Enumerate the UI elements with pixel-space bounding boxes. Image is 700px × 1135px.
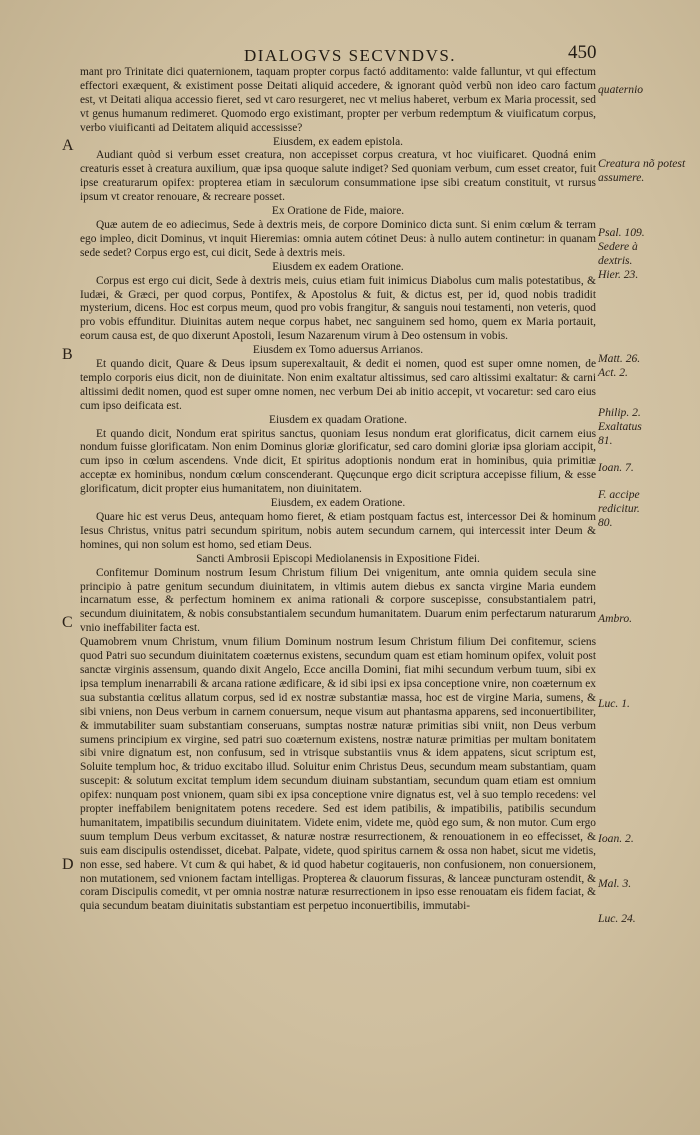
main-text: [80, 66, 596, 914]
paragraph: Corpus est ergo cui dicit, Sede à dextris meis, cuius etiam fuit inimicus Diabolus cum malis potestatibus, & Iudæi, & Græci, per quod corpus, Pontifex, & Apostolus & fuit, & dictus est, per id, quod nobis tradidit mysterium, dicens. Hoc est corpus meum, quod pro vobis frangitur, & sanguis noui testamenti, non veteris, quod pro vobis effunditur. Diuinitas autem neque corpus habet, nec sanguinem sed homo, quem ex Maria portauit, eorum causa est, de quo dixerunt Apostoli, Iesum Nazarenum virum à Deo ostensum in vobis.: [80, 274, 596, 343]
section-letter: A: [62, 137, 74, 154]
section-heading: Eiusdem ex quadam Oratione.: [269, 413, 407, 426]
page-number: 450: [568, 42, 597, 63]
paragraph: Et quando dicit, Quare & Deus ipsum superexaltauit, & dedit ei nomen, quod est super omne nomen, de templo corporis eius dicit, non de diuinitate. Non enim exaltatur altissimus, sed caro altissimi exaltatur: & carni altissimi dedit nomen, quod est super omne nomen, nec verbum Dei ab initio accepit, vt vocaretur: sed caro eius cum ipso deificata est.: [80, 358, 596, 412]
paragraph: Quæ autem de eo adiecimus, Sede à dextris meis, de corpore Dominico dicta sunt. Si enim cœlum & terram ego impleo, dicit Dominus, vt inquit Hieremias: omnia autem cótinet Deus: à nullo autem continetur: in quanam sede sedet? Corpus ergo est, cui dicit, Sede à dextris meis.: [80, 218, 596, 259]
margin-note: Mal. 3.: [598, 877, 632, 890]
margin-note: Exaltatus: [598, 420, 642, 433]
section-letter: D: [62, 856, 74, 873]
paragraph: mant pro Trinitate dici quaternionem, taquam propter corpus factó additamento: valde falluntur, vt qui effectum effectori exæquent, & existiment posse Deitati aliquid accedere, & ignorant quòd verbũ non ideo caro factum est, vt Deitati aliqua accessio fieret, sed vt caro resurgeret, nec vt melius haberet, verbum ex Maria processit, sed vt genus humanum redimeret. Quomodo ergo existimant, propter per verbum redemptum & viuificatum corpus, verbo viuificanti ad Deitatem aliquid accessisse?: [80, 66, 596, 134]
paragraph: Et quando dicit, Nondum erat spiritus sanctus, quoniam Iesus nondum erat glorificatus, dicit carnem eius nondum fuisse glorificatam. Non enim Dominus gloriæ glorificatur, sed caro domini gloriæ ipsa gloriam accipit, cum ipso in cœlum ascendens. Vnde dicit, Et spiritus adoptionis nondum erat in hominibus, quia primitiæ acceptæ ex hominibus, nondum cœlum conscenderant. Quęcunque ergo dicit scriptura accepisse filium, & esse glorificatum, dicit propter eius humanitatem, non diuinitatem.: [80, 427, 596, 496]
paragraph: Audiant quòd si verbum esset creatura, non accepisset corpus creatura, vt hoc viuificaret. Quodná enim creaturis esset à creatura auxilium, quæ ipsa quoque salute indiget? Sed quoniam verbum, cum esset creator, fuit ipse creaturarum opifex: propterea etiam in sæculorum consummatione ipse sibi creatum constituit, vt rursus ipsum vt creator renouare, & recreare posset.: [80, 149, 596, 204]
section-heading: Eiusdem ex eadem Oratione.: [272, 260, 404, 273]
margin-note: Creatura nõ potest assumere.: [598, 157, 686, 184]
margin-note: quaternio: [598, 83, 644, 96]
margin-note: Ioan. 7.: [598, 461, 634, 474]
margin-note: 81.: [598, 434, 613, 447]
margin-note: Philip. 2.: [598, 406, 641, 419]
margin-note: Psal. 109.: [598, 226, 645, 239]
section-letter: C: [62, 614, 73, 631]
margin-note: Luc. 24.: [598, 912, 636, 925]
section-heading: Ex Oratione de Fide, maiore.: [271, 205, 405, 218]
section-letter: B: [62, 346, 73, 363]
margin-note: Hier. 23.: [598, 268, 639, 281]
margin-note: 80.: [598, 516, 613, 529]
running-title: DIALOGVS SECVNDVS.: [243, 46, 457, 65]
margin-note: redicitur.: [598, 502, 640, 515]
margin-note: Luc. 1.: [598, 697, 630, 710]
margin-note: Matt. 26.: [598, 352, 641, 365]
margin-note: Act. 2.: [598, 366, 628, 379]
paragraph: Quare hic est verus Deus, antequam homo fieret, & etiam postquam factus est, intercessor Dei & hominum Iesus Christus, vnitus patri secundum spiritum, nobis autem secundum carnem, qui intercessit inter Deum & homines, qui non solum est homo, sed etiam Deus.: [80, 511, 596, 551]
section-heading: Eiusdem ex Tomo aduersus Arrianos.: [252, 344, 424, 357]
paragraph: Confitemur Dominum nostrum Iesum Christum filium Dei vnigenitum, ante omnia quidem secula sine principio à patre genitum secundum diuinitatem, in vltimis autem diebus ex sancta virgine Maria eundem incarnatum esse, & perfectum hominem ex anima rationali & corpore suscepisse, consubstantialem patri, secundum diuinitatem, & nobis consubstantialem secundum humanitatem. Duarum enim perfectarum naturarum vnio ineffabiliter facta est.: [80, 566, 596, 635]
paragraph: Quamobrem vnum Christum, vnum filium Dominum nostrum Iesum Christum filium Dei confitemur, sciens quod Patri suo secundum diuinitatem coæternus existens, secundum quam est etiam hominum opifex, voluit post sanctæ virginis assensum, quando dixit Angelo, Ecce ancilla Domini, fiat mihi secundum verbum tuum, sibi ex ipsa templum inenarrabili & arcana ratione ædificare, & id sibi ipsi ex ipsa conceptione vnire, non coæternum ex sua substantia cœlitus allatum corpus, sed id ex nostræ substantiæ massa, hoc est de virgine Maria, sumens, & sibi vniens, non Deus verbum in carnem conuersum, neque visum aut phantasma apparens, sed inconuertibiliter, & immutabiliter suam substantiam conseruans, sumptas nostræ naturæ primitias sibi vniit, non Deus verbum sumens principium ex virgine, sed patri suo coæternum existens, nostræ naturæ primitias per multam bonitatem sibi vnire dignatum est, non confusum, sed in vtrisque substantiis vnus & idem appatens, sicut scriptum est, Soluite templum hoc, & triduo excitabo illud. Soluitur enim Christus Deus, secundum meam substantiam, quam suscepit: & solutum excitat templum idem secundum diuinam substantiam, secundum quam etiam est omnium opifex: nunquam post vnionem, quam sibi ex ipsa conceptione vnire dignatus est, vel à suo templo recedens: vel propter ineffabilem benignitatem potens recedere. Sed est idem patibilis, & impatibilis, patibilis secundum humanitatem, impatibilis secundum diuinitatem. Videte enim, videte me, quòd ego sum, & non mutor. Cum ergo suum templum Deus verbum excitasset, & naturæ nostræ resurrectionem, & renouationem in eo effecisset, & suis eam discipulis ostendisset, dicebat. Palpate, videte, quod spiritus carnem & ossa non habet, sicut me videtis, non esse, sed habere. Vt cum & qui habet, & id quod habetur cogitaueris, non confusionem, non conuersionem, non mutationem, sed vnionem factam intelligas. Propterea & clauorum fissuras, & lanceæ puncturam ostendit, & coram Discipulis comedit, vt per omnia nostræ naturæ resurrectionem in ipso esse renouatam eis fidem faciat, & quia secundum beatam diuinitatis substantiam est perpetuo inconuertibilis, immutabi-: [80, 636, 596, 913]
margin-note: Ioan. 2.: [598, 832, 634, 845]
margin-note: Sedere à dextris.: [598, 240, 638, 267]
margin-note: Ambro.: [598, 612, 633, 625]
section-heading: Eiusdem, ex eadem Oratione.: [270, 497, 406, 510]
section-heading: Sancti Ambrosii Episcopi Mediolanensis in Expositione Fidei.: [196, 552, 480, 565]
margin-note: F. accipe: [598, 488, 640, 501]
section-heading: Eiusdem, ex eadem epistola.: [272, 135, 403, 148]
